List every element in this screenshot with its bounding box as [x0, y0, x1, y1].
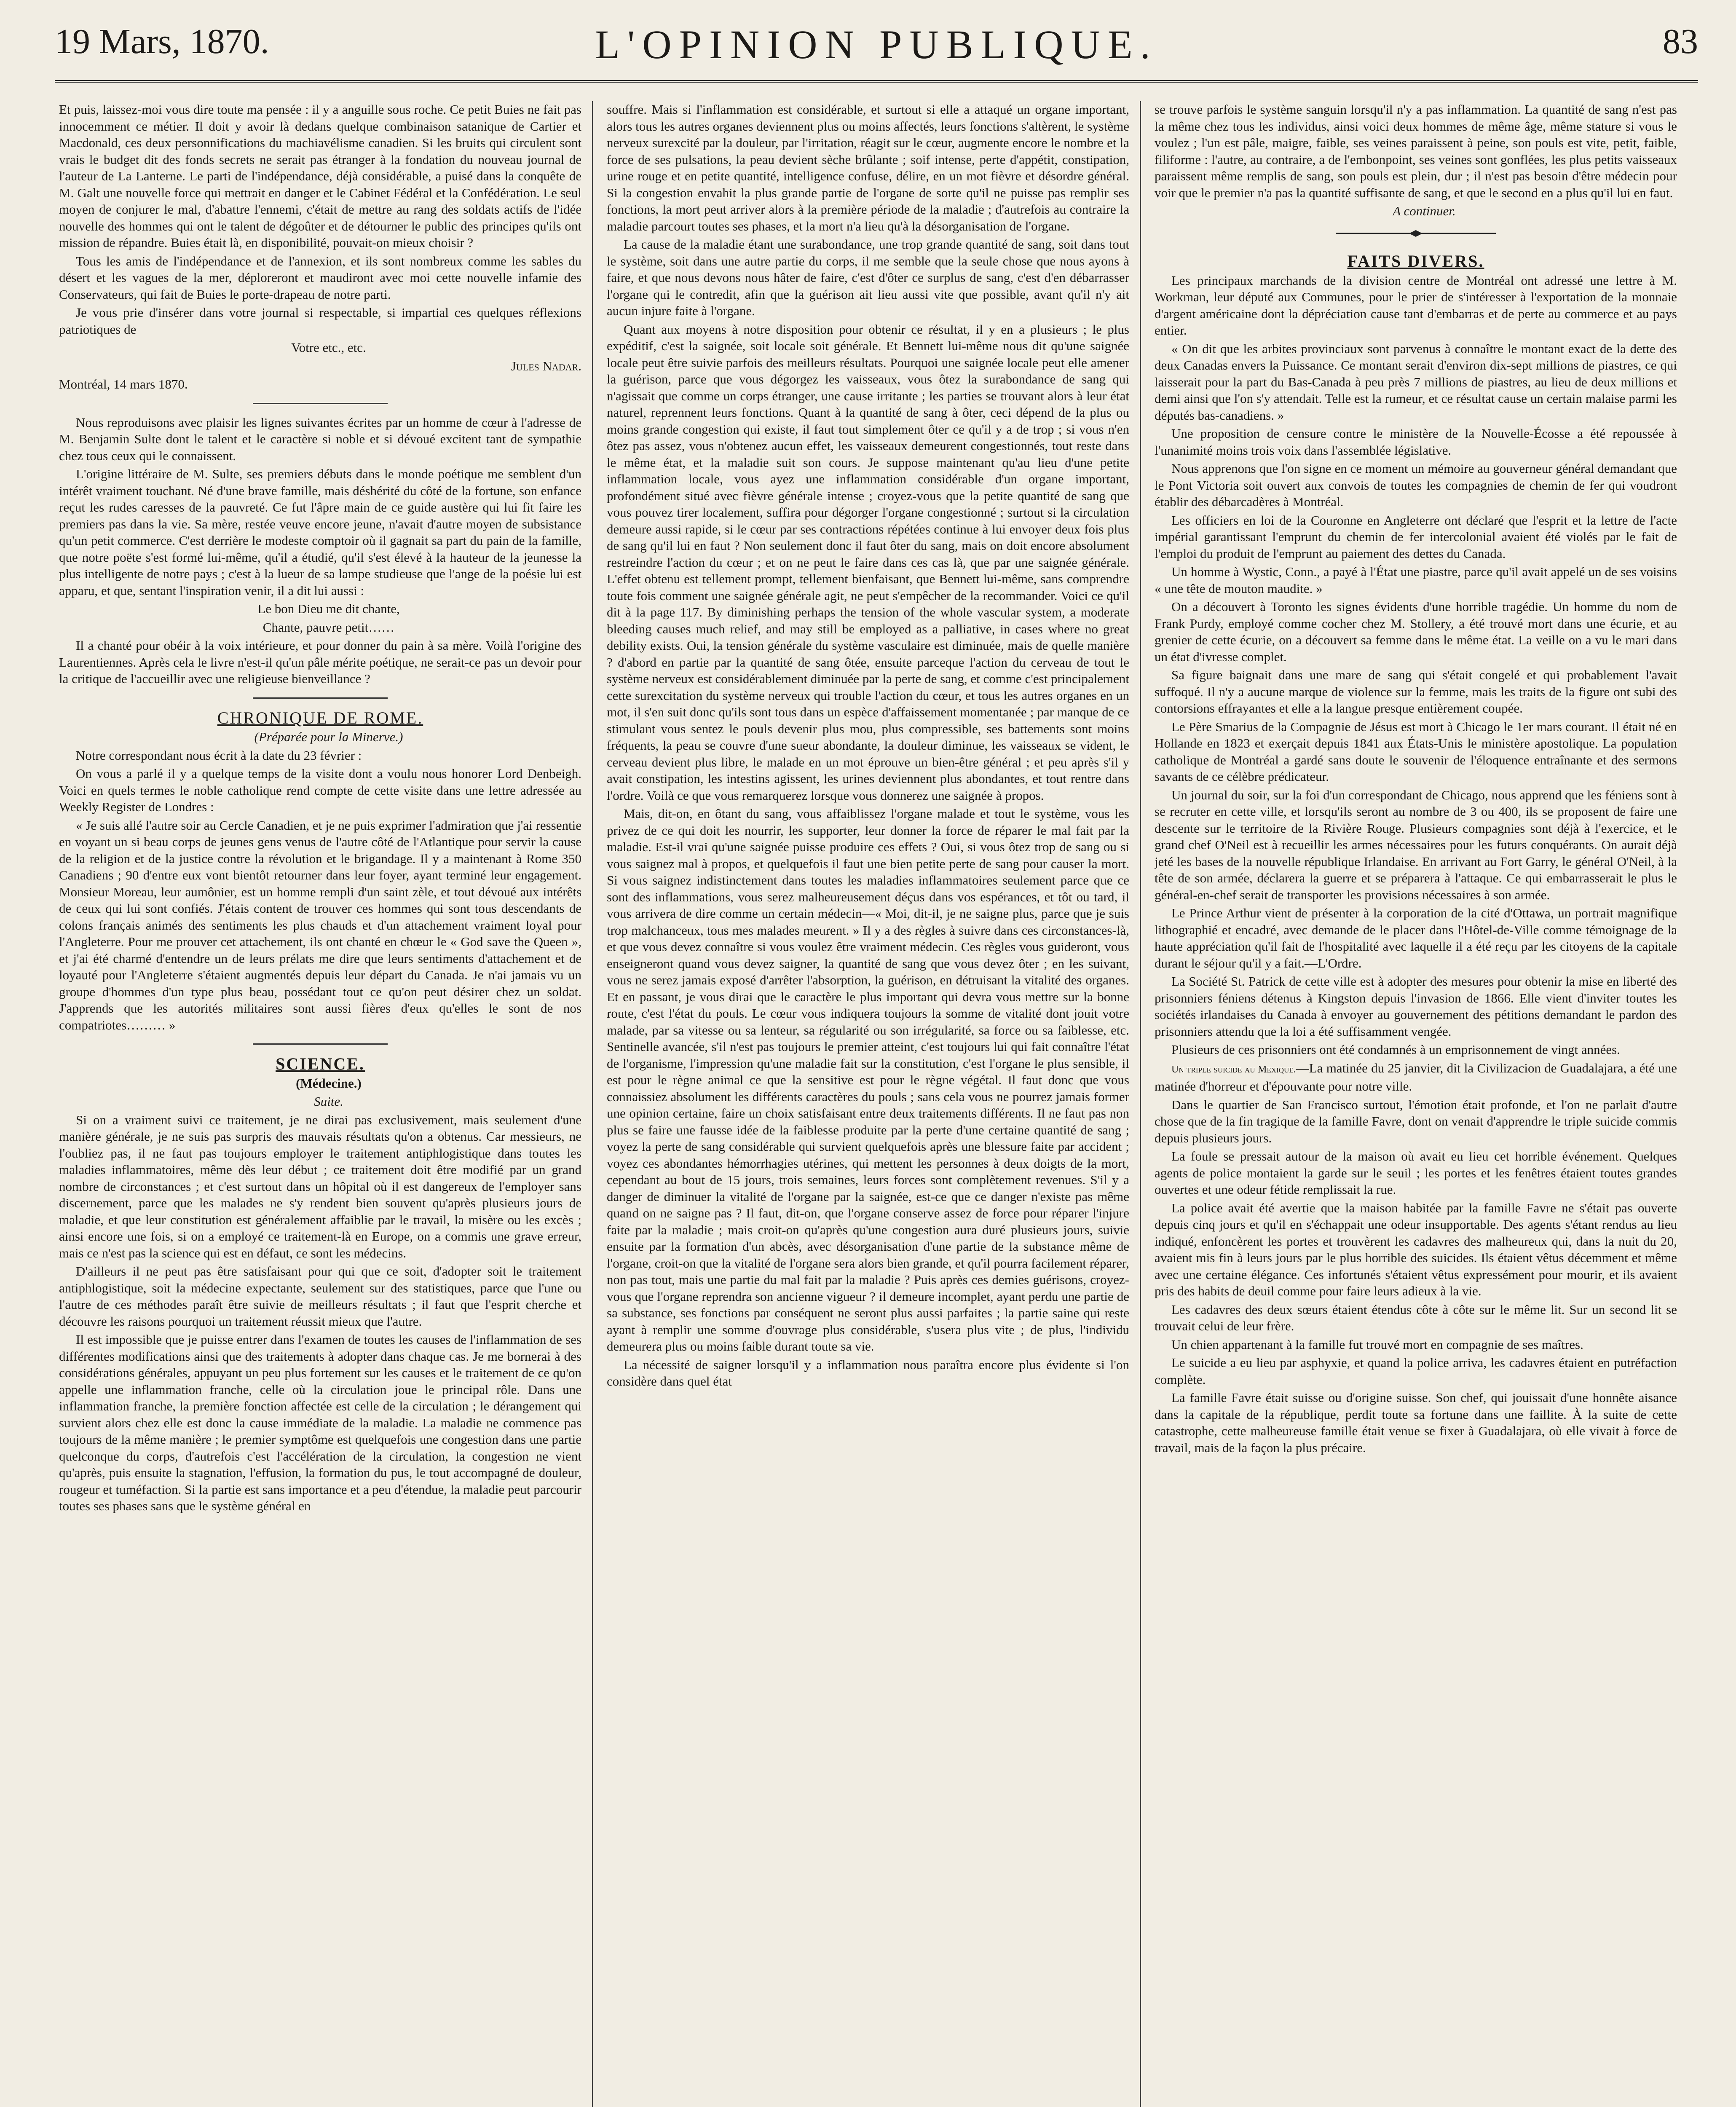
column-rule: [592, 101, 593, 2107]
paragraph: Il est impossible que je puisse entrer dans l'examen de toutes les causes de l'inflammation de ses différentes modifications ainsi que des traitements à adopter dans chaque cas. Je me bornerai à des considérations générales, appuyant un peu plus fortement sur les causes et le traitement de ce qu'on appelle une inflammation franche, celle où la circulation joue le principal rôle. Dans une inflammation franche, la première fonction affectée est celle de la circulation ; le dérangement qui survient alors chez elle est donc la cause immédiate de la maladie. La maladie ne commence pas toujours de la même manière ; le premier symptôme est quelquefois une congestion dans une partie quelconque du corps, d'autrefois c'est l'accélération de la circulation, la congestion ne vient qu'après, puis ensuite la stagnation, l'effusion, la formation du pus, le tout accompagné de douleur, rougeur et tuméfaction. Si la partie est sans importance et a peu d'étendue, la maladie peut parcourir toutes ses phases sans que le système général en: [59, 1332, 581, 1513]
paragraph: Nous apprenons que l'on signe en ce moment un mémoire au gouverneur général demandant que le Pont Victoria soit ouvert aux convois de toutes les compagnies de chemin de fer qui voudront établir des débarcadères à Montréal.: [1155, 461, 1677, 509]
paragraph: « Je suis allé l'autre soir au Cercle Canadien, et je ne puis exprimer l'admiration que j'ai ressentie en voyant un si beau corps de jeunes gens venus de l'autre côté de l'Atlantique pour servir la cause de la religion et de la justice contre la révolution et le brigandage. Il y a maintenant à Rome 350 Canadiens ; 90 d'entre eux vont bientôt retourner dans leur foyer, ayant terminé leur engagement. Monsieur Moreau, leur aumônier, est un homme rempli d'un saint zèle, et tout dévoué aux intérêts de ceux qui lui sont confiés. J'étais content de trouver ces hommes qui sont tous descendants de colons français animés des sentiments les plus chauds et d'un attachement vraiment loyal pour l'Angleterre. Pour me prouver cet attachement, ils ont chanté en chœur le « God save the Queen », et j'ai été charmé d'entendre un de leurs prélats me dire que leurs sentiments d'attachement et de loyauté pour l'Angleterre s'étaient augmentés depuis leur départ du Canada. Je n'ai jamais vu un groupe d'hommes d'un type plus beau, possédant tout ce qu'on peut désirer chez un soldat. J'apprends que les autorités militaires sont aussi fières d'eux qu'elles le sont de nos compatriotes……… »: [59, 818, 581, 1032]
column-2: [607, 101, 1129, 2107]
paragraph: Un homme à Wystic, Conn., a payé à l'État une piastre, parce qu'il avait appelé un de ses voisins « une tête de mouton maudite. »: [1155, 564, 1677, 596]
paragraph: La Société St. Patrick de cette ville est à adopter des mesures pour obtenir la mise en liberté des prisonniers féniens détenus à Kingston depuis l'invasion de 1866. Elle vient d'inviter toutes les sociétés irlandaises du Canada à envoyer au gouvernement des pétitions demandant le pardon des prisonniers attendu que la loi a été suffisamment vengée.: [1155, 974, 1677, 1039]
paragraph-text: —La matinée du 25 janvier, dit la Civilizacion de Guadalajara, a été une matinée d'horreur et d'épouvante pour notre ville.: [1155, 1060, 1677, 1094]
paragraph: Notre correspondant nous écrit à la date du 23 février :: [76, 748, 362, 763]
separator-rule: [253, 1043, 388, 1045]
section-heading-faits-divers: FAITS DIVERS.: [1347, 252, 1484, 271]
paragraph: La nécessité de saigner lorsqu'il y a inflammation nous paraîtra encore plus évidente si l'on considère dans quel état: [607, 1357, 1129, 1389]
section-heading-science: SCIENCE.: [276, 1054, 365, 1073]
column-1: [59, 101, 581, 2107]
paragraph: souffre. Mais si l'inflammation est considérable, et surtout si elle a attaqué un organe important, alors tous les autres organes deviennent plus ou moins affectés, leurs fonctions s'altèrent, le système nerveux surexcité par la douleur, par l'irritation, réagit sur le cœur, augmente encore le nombre et la force de ses pulsations, la peau devient sèche brûlante ; soif intense, perte d'appétit, constipation, urine rouge et en petite quantité, intelligence confuse, délire, en un mot fièvre et désordre général. Si la congestion envahit la plus grande partie de l'organe de sorte qu'il ne puisse pas remplir ses fonctions, la mort peut arriver alors à la première période de la maladie ; d'autrefois au contraire la maladie parcourt toutes ses phases, et la mort n'a lieu qu'à la désorganisation de l'organe.: [607, 102, 1129, 233]
masthead: [55, 17, 1698, 83]
paragraph: Sa figure baignait dans une mare de sang qui s'était congelé et qui probablement l'avait suffoqué. Il n'y a aucune marque de violence sur la femme, mais les traits de la figure ont subi des contorsions effrayantes et elle a la langue presque entièrement coupée.: [1155, 667, 1677, 716]
paragraph: Un chien appartenant à la famille fut trouvé mort en compagnie de ses maîtres.: [1171, 1337, 1583, 1352]
paragraph: Le suicide a eu lieu par asphyxie, et quand la police arriva, les cadavres étaient en putréfaction complète.: [1155, 1355, 1677, 1387]
paragraph: Les principaux marchands de la division centre de Montréal ont adressé une lettre à M. Workman, leur député aux Communes, pour le prier de s'intéresser à l'exportation de la monnaie d'argent américaine dont la dépréciation cause tant d'embarras et de perte au commerce et au pays entier.: [1155, 273, 1677, 338]
newspaper-title: L'OPINION PUBLIQUE.: [595, 22, 1158, 67]
paragraph: Nous reproduisons avec plaisir les lignes suivantes écrites par un homme de cœur à l'adresse de M. Benjamin Sulte dont le talent et le caractère si noble et si dévoué excitent tant de sympathie chez tous ceux qui le connaissent.: [59, 415, 581, 463]
paragraph: Un journal du soir, sur la foi d'un correspondant de Chicago, nous apprend que les féniens sont à se recruter en cette ville, et lorsqu'ils seront au nombre de 3 ou 400, ils se proposent de faire une descente sur le territoire de la Rivière Rouge. Plusieurs compagnies sont déjà à l'exercice, et le grand chef O'Neil est à recueillir les armes nécessaires pour les futurs conquérants. On aurait déjà jeté les bases de la nouvelle république Irlandaise. En arrivant au Fort Garry, le général O'Neil, à la tête de son armée, déclarera la guerre et se préparera à l'attaque. Ce qui embarrasserait le plus le général-en-chef serait de transporter les provisions nécessaires à son armée.: [1155, 787, 1677, 902]
paragraph: Mais, dit-on, en ôtant du sang, vous affaiblissez l'organe malade et tout le système, vous les privez de ce qui doit les nourrir, les supporter, leur donner la force de réparer le mal fait par la maladie. Est-il vrai qu'une saignée puisse produire ces effets ? Oui, si vous ôtez trop de sang ou si vous saignez mal à propos, et quelquefois il faut une bien petite perte de sang pour causer la mort. Si vous saignez indistinctement dans toutes les maladies inflammatoires seulement parce que ce sont des inflammations, vous serez malheureusement déçus dans vos espérances, et tôt ou tard, il vous arrivera de dire comme un certain médecin—« Moi, dit-il, je ne saigne plus, parce que je suis trop malchanceux, tous mes malades meurent. » Il y a des règles à suivre dans ces circonstances-là, et que vous devez connaître si vous voulez être vraiment médecin. Ces règles vous guideront, vous enseigneront quand vous devez saigner, la quantité de sang que vous devez ôter ; en les suivant, vous ne serez jamais exposé d'arrêter l'absorption, la guérison, en détruisant la vitalité des organes. Et en passant, je vous dirai que le caractère le plus important qui devra vous mettre sur la bonne route, c'est l'état du pouls. Le cœur vous indiquera toujours la somme de vitalité dont jouit votre malade, par sa vitesse ou sa lenteur, sa régularité ou son irrégularité, sa force ou sa faiblesse, etc. Sentinelle avancée, s'il n'est pas toujours le premier atteint, c'est toujours lui qui fait connaître l'état de l'organisme, l'impression qu'une maladie fait sur la constitution, c'est l'organe le plus sensible, il est pour le règne animal ce que la sensitive est pour le règne végétal. Il faut donc que vous connaissiez absolument les différents caractères du pouls ; sans cela vous ne pourrez jamais former une opinion certaine, faire un choix satisfaisant entre deux traitements différents. Il ne faut pas non plus se faire une fausse idée de la faiblesse produite par la perte d'une certaine quantité de sang ; voyez la perte de sang considérable qui survient quelquefois après une blessure faite par accident ; voyez ces abondantes hémorrhagies utérines, qui mettent les personnes à deux doigts de la mort, cependant au bout de 15 jours, trois semaines, leurs forces sont complètement revenues. S'il y a danger de diminuer la vitalité de l'organe par la saignée, est-ce que ce danger n'existe pas même quand on ne saigne pas ? Il faut, dit-on, que l'organe conserve assez de force pour réparer l'injure faite par la maladie ; mais croit-on qu'après qu'une congestion aura duré plusieurs jours, suivie ensuite par la formation d'un abcès, avec désorganisation d'une partie de la substance même de l'organe, croit-on que la vitalité de l'organe sera alors bien grande, et qu'il pourra facilement réparer, non pas tout, mais une partie du mal fait par la maladie ? Puis après ces demies guérisons, croyez-vous que l'organe reprendra son ancienne vigueur ? il demeure incomplet, ayant perdu une partie de sa substance, ses fonctions par conséquent ne seront plus aussi parfaites ; la partie saine qui reste ayant à remplir une somme d'ouvrage plus considérable, s'usera plus vite ; de plus, l'individu demeurera plus ou moins faible durant toute sa vie.: [607, 806, 1129, 1354]
paragraph: se trouve parfois le système sanguin lorsqu'il n'y a pas inflammation. La quantité de sang n'est pas la même chez tous les individus, ainsi voici deux hommes de même âge, même stature si vous le voulez ; l'un est pâle, maigre, faible, ses veines paraissent à peine, son pouls est vite, petit, faible, filiforme : l'autre, au contraire, a de l'embonpoint, ses veines sont gonflées, les plus petits vaisseaux paraissent même remplis de sang, son pouls est plein, dur ; il n'est pas besoin d'être médecin pour voir que le premier n'a pas la quantité suffisante de sang, et que le second en a plus qu'il lui en faut.: [1155, 102, 1677, 200]
section-heading-chronique: CHRONIQUE DE ROME.: [217, 708, 423, 727]
issue-date: 19 Mars, 1870.: [55, 22, 269, 61]
paragraph: Une proposition de censure contre le ministère de la Nouvelle-Écosse a été repoussée à l'unanimité moins trois voix dans l'assemblée législative.: [1155, 426, 1677, 458]
verse-line: Chante, pauvre petit……: [263, 619, 395, 635]
column-rule: [1140, 101, 1141, 2107]
dateline: Montréal, 14 mars 1870.: [59, 377, 188, 391]
signature: Jules Nadar.: [511, 358, 581, 373]
paragraph: La famille Favre était suisse ou d'origine suisse. Son chef, qui jouissait d'une honnête aisance dans la capitale de la république, perdit toute sa fortune dans une faillite. À la suite de cette catastrophe, cette malheureuse famille était venue se fixer à Guadalajara, où elle vivait à force de travail, mais de la façon la plus précaire.: [1155, 1390, 1677, 1455]
paragraph: Et puis, laissez-moi vous dire toute ma pensée : il y a anguille sous roche. Ce petit Buies ne fait pas innocemment ce métier. Il doit y avoir là dedans quelque combinaison satanique de Cartier et Macdonald, ces deux personnifications du machiavélisme canadien. Si les bruits qui circulent sont vrais le budget dit des fonds secrets ne serait pas étranger à la fondation du nouveau journal de l'auteur de La Lanterne. Le parti de l'indépendance, déjà considérable, a puisé dans la conquête de M. Galt une nouvelle force qui mettrait en danger et le Cabinet Fédéral et la Confédération. Le seul moyen de conjurer le mal, d'abattre l'ennemi, c'était de mettre au rang des soldats actifs de l'idée nouvelle des hommes qui ont le talent de dégoûter et de détourner le public des principes qu'ils ont mission de répandre. Buies était là, en disponibilité, pouvait-on mieux choisir ?: [59, 102, 581, 250]
ornament-divider: [1155, 225, 1677, 242]
verse-line: Le bon Dieu me dit chante,: [257, 601, 400, 616]
paragraph: Si on a vraiment suivi ce traitement, je ne dirai pas exclusivement, mais seulement d'une manière générale, je ne suis pas surpris des mauvais résultats qu'on a obtenus. Car messieurs, ne l'oubliez pas, il ne faut pas toujours employer le traitement antiphlogistique dans toutes les maladies inflammatoires, même dès leur début ; ce traitement doit être modifié par un grand nombre de circonstances ; et c'est surtout dans un hôpital où il est dangereux de l'employer sans discernement, parce que les malades ne s'y rendent bien souvent qu'après plusieurs jours de maladie, et que leur constitution est généralement affaiblie par le travail, la misère ou les excès ; ainsi encore une fois, si on a employé ce traitement-là en Europe, on a commis une grave erreur, mais ce n'est pas la science qui est en défaut, ce sont les médecins.: [59, 1112, 581, 1260]
separator-rule: [253, 403, 388, 404]
section-continuation: Suite.: [314, 1094, 343, 1109]
paragraph: La foule se pressait autour de la maison où avait eu lieu cet horrible événement. Quelques agents de police montaient la garde sur le seuil ; les portes et les fenêtres étaient toutes grandes ouvertes et une odeur fétide remplissait la rue.: [1155, 1149, 1677, 1197]
paragraph: Le Père Smarius de la Compagnie de Jésus est mort à Chicago le 1er mars courant. Il était né en Hollande en 1823 et exerçait depuis 1841 aux États-Unis le ministère apostolique. La population catholique de Montréal a gardé sans doute le souvenir de l'éloquence entraînante et des sermons savants de ce célèbre prédicateur.: [1155, 719, 1677, 784]
paragraph: Quant aux moyens à notre disposition pour obtenir ce résultat, il y en a plusieurs ; le plus expéditif, c'est la saignée, soit locale soit générale. Et Bennett lui-même nous dit qu'une saignée locale peut être suivie parfois des meilleurs résultats. Pourquoi une saignée locale peut elle amener la guérison, parce que vous dégorgez les vaisseaux, vous ôtez la surabondance de sang qui n'agissait que comme un corps étranger, une cause irritante ; les parties se trouvant alors à leur état naturel, reprennent leurs fonctions. Quant à la quantité de sang à ôter, ceci dépend de la plus ou moins grande congestion qui existe, il faut tout simplement ôter ce qu'il y a de trop ; si vous n'en ôtez pas assez, vous n'obtenez aucun effet, les vaisseaux demeurent congestionnés, tout reste dans le même état, et la maladie suit son cours. Je suppose maintenant qu'au lieu d'une petite inflammation locale, vous ayez une inflammation considérable d'un organe important, profondément situé avec fièvre générale intense ; croyez-vous que la petite quantité de sang que vous pouvez tirer localement, suffira pour dégorger l'organe congestionné ; surtout si la circulation demeure aussi rapide, si le cœur par ses contractions répétées continue à lui envoyer deux fois plus de sang qu'il lui en faut ? Non seulement donc il faut ôter du sang, mais on doit encore absolument restreindre l'action du cœur ; et on ne peut le faire dans ces cas là, que par une saignée générale. L'effet obtenu est tellement prompt, tellement bienfaisant, que Bennett lui-même, sans comprendre toute fois comment une saignée générale agit, ne peut s'empêcher de la recommander. Voici ce qu'il dit à la page 117. By diminishing perhaps the tension of the whole vascular system, a moderate bleeding causes much relief, and may still be employed as a palliative, in cases where no great debility exists. Oui, la tension générale du système vasculaire est diminuée, mais de quelle manière ? d'abord en partie par la quantité de sang ôtée, ensuite parceque l'action du cerveau de tout le système nerveux est considérablement diminuée par la perte de sang, et comme c'est principalement cette surexcitation du système nerveux qui trouble l'action du cœur, et tous les autres organes en un mot, il s'en suit donc qu'ils sont tous dans un espèce d'affaissement momentanée ; par manque de ce stimulant vous sentez le pouls devenir plus mou, plus compressible, ses battements sont moins fréquents, la peau se couvre d'une sueur abondante, la douleur diminue, les vaisseaux se vident, le cerveau devient plus libre, le malade en un mot éprouve un bien-être général ; et peu après s'il y avait constipation, les intestins agissent, les urines deviennent plus abondantes, et tout rentre dans l'ordre. Voilà ce que vous remarquerez lorsque vous donnerez une saignée à propos.: [607, 322, 1129, 803]
item-heading: Un triple suicide au Mexique.: [1171, 1064, 1296, 1075]
to-be-continued: A continuer.: [1393, 204, 1456, 218]
paragraph: « On dit que les arbites provinciaux sont parvenus à connaître le montant exact de la dette des deux Canadas envers la Puissance. Ce montant serait d'environ dix-sept millions de piastres, ce qui laisserait pour la part du Bas-Canada à peu près 7 millions de piastres, au lieu de deux millions et demi ainsi que l'on s'y attendait. Telle est la rumeur, et ce résultat cause un certain malaise parmi les députés bas-canadiens. »: [1155, 341, 1677, 423]
paragraph: Plusieurs de ces prisonniers ont été condamnés à un emprisonnement de vingt années.: [1171, 1042, 1620, 1057]
paragraph: On a découvert à Toronto les signes évidents d'une horrible tragédie. Un homme du nom de Frank Purdy, employé comme cocher chez M. Stollery, a été trouvé mort dans une écurie, et au grenier de cette écurie, on a découvert sa femme dans le même état. La veille on a vu le mari dans un état d'ivresse complet.: [1155, 599, 1677, 664]
paragraph: La cause de la maladie étant une surabondance, une trop grande quantité de sang, soit dans tout le système, soit dans une autre partie du corps, il me semble que la seule chose que nous ayons à faire, et que nous devons nous hâter de faire, c'est d'ôter ce surplus de sang, c'est d'en débarrasser l'organe qui le contredit, afin que la guérison ait lieu aussi vite que possible, avant qu'il n'y ait aucun injure faite à l'organe.: [607, 237, 1129, 318]
paragraph: Le Prince Arthur vient de présenter à la corporation de la cité d'Ottawa, un portrait magnifique lithographié et encadré, avec demande de le placer dans l'Hôtel-de-Ville comme témoignage de la haute appréciation qu'il fait de l'hospitalité avec laquelle il a été reçu par les citoyens de la capitale durant le séjour qu'il y a fait.—L'Ordre.: [1155, 906, 1677, 970]
section-subheading: (Préparée pour la Minerve.): [254, 729, 403, 744]
paragraph: Je vous prie d'insérer dans votre journal si respectable, si impartial ces quelques réflexions patriotiques de: [59, 305, 581, 337]
paragraph: Il a chanté pour obéir à la voix intérieure, et pour donner du pain à sa mère. Voilà l'origine des Laurentiennes. Après cela le livre n'est-il qu'un pâle mérite poétique, ne serait-ce pas un devoir pour la critique de l'accueillir avec une religieuse bienveillance ?: [59, 638, 581, 686]
column-3: [1155, 101, 1677, 2107]
paragraph: L'origine littéraire de M. Sulte, ses premiers débuts dans le monde poétique me semblent d'un intérêt vraiment touchant. Né d'une brave famille, mais déshérité du côté de la fortune, son enfance reçut les rudes caresses de la pauvreté. Ce fut l'âpre main de ce guide austère qui lui fit faire les premiers pas dans la vie. Sa mère, restée veuve encore jeune, n'avait d'autre moyen de subsistance qu'un petit commerce. C'est derrière le modeste comptoir où il gagnait sa part du pain de la famille, que notre poëte s'est formé lui-même, qu'il a étudié, qu'il s'est élevé à la hauteur de la jeunesse la plus intelligente de notre pays ; c'est à la lueur de sa lampe studieuse que l'ange de la poésie lui est apparu, et que, sentant l'inspiration venir, il a dit lui aussi :: [59, 466, 581, 598]
page-number: 83: [1663, 22, 1698, 61]
closing-line: Votre etc., etc.: [291, 340, 366, 355]
separator-rule: [253, 697, 388, 699]
paragraph: Les cadavres des deux sœurs étaient étendus côte à côte sur le même lit. Sur un second lit se trouvait celui de leur frère.: [1155, 1302, 1677, 1333]
paragraph: [1155, 1060, 1677, 1095]
paragraph: Les officiers en loi de la Couronne en Angleterre ont déclaré que l'esprit et la lettre de l'acte impérial garantissant l'emprunt du chemin de fer intercolonial avaient été violés par le fait de l'emploi du produit de l'emprunt au paiement des dettes du Canada.: [1155, 512, 1677, 561]
ornament-icon: [1336, 229, 1496, 238]
paragraph: La police avait été avertie que la maison habitée par la famille Favre ne s'était pas ouverte depuis cinq jours et qu'il en s'échappait une odeur insupportable. Des agents s'étant rendus au lieu indiqué, enfoncèrent les portes et trouvèrent les cadavres des malheureux qui, dans la nuit du 20, avaient mis fin à leurs jours par le plus horrible des suicides. Ils étaient vêtus décemment et même avec une certaine élégance. Ces infortunés s'étaient vêtus expressément pour mourir, et ils avaient pris des habits de deuil comme pour faire leurs adieux à la vie.: [1155, 1200, 1677, 1298]
paragraph: D'ailleurs il ne peut pas être satisfaisant pour qui que ce soit, d'adopter soit le traitement antiphlogistique, soit la médecine expectante, seulement sur des statistiques, parce que l'une ou l'autre de ces méthodes paraît être suivie de meilleurs résultats ; il faut que l'esprit cherche et découvre les raisons pourquoi un traitement réussit mieux que l'autre.: [59, 1264, 581, 1329]
paragraph: Tous les amis de l'indépendance et de l'annexion, et ils sont nombreux comme les sables du désert et les vagues de la mer, déploreront et maudiront avec moi cette nouvelle infamie des Conservateurs, qui fait de Buies le porte-drapeau de notre parti.: [59, 253, 581, 302]
section-subheading: (Médecine.): [296, 1075, 362, 1091]
paragraph: Dans le quartier de San Francisco surtout, l'émotion était profonde, et l'on ne parlait d'autre chose que de la fin tragique de la famille Favre, dont on venait d'apprendre le triple suicide commis depuis plusieurs jours.: [1155, 1097, 1677, 1145]
paragraph: On vous a parlé il y a quelque temps de la visite dont a voulu nous honorer Lord Denbeigh. Voici en quels termes le noble catholique rend compte de cette visite dans une lettre adressée au Weekly Register de Londres :: [59, 766, 581, 814]
